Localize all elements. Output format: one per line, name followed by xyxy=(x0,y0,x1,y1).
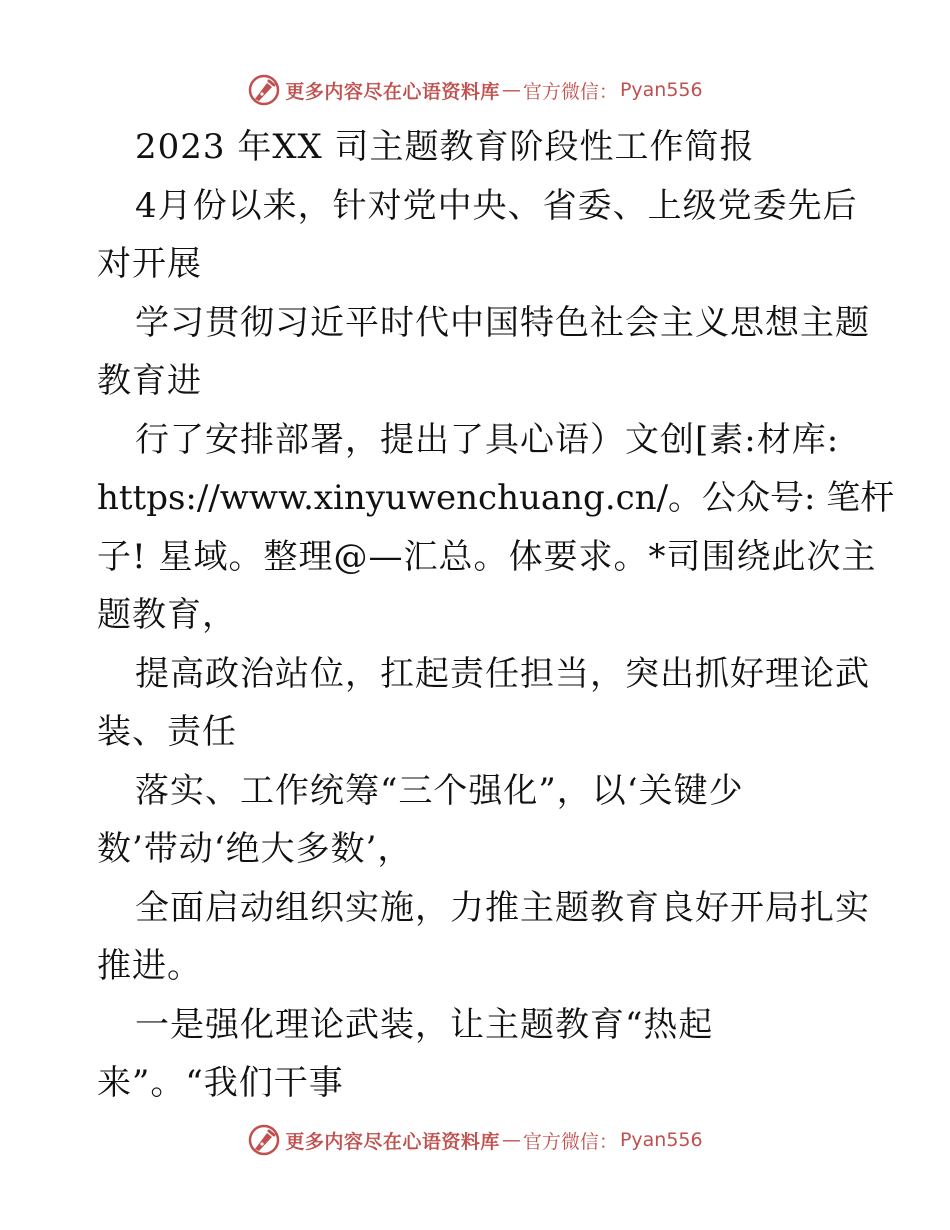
document-body xyxy=(97,118,895,1113)
paragraph-line: 行了安排部署，提出了具心语）文创[素:材库: xyxy=(135,419,840,460)
pen-nib-logo-icon xyxy=(247,1123,281,1157)
paragraph-line: 4月份以来，针对党中央、省委、上级党委先后 xyxy=(135,185,858,226)
banner-text: 更多内容尽在心语资料库 xyxy=(285,80,500,103)
banner-dash: — xyxy=(501,79,521,101)
paragraph-line: 落实、工作统筹“三个强化”，以‘关键少 xyxy=(135,770,744,811)
header-watermark-banner xyxy=(0,70,950,110)
banner-wechat-id: Pyan556 xyxy=(619,79,703,101)
paragraph-line: 全面启动组织实施，力推主题教育良好开局扎实 xyxy=(135,887,870,928)
paragraph-line-url: https://www.xinyuwenchuang.cn/。公众号: 笔杆 xyxy=(97,478,895,518)
paragraph-line: 装、责任 xyxy=(97,712,237,752)
paragraph-line: 教育进 xyxy=(97,361,202,401)
banner-text: 更多内容尽在心语资料库 xyxy=(285,1130,500,1153)
paragraph-line: 学习贯彻习近平时代中国特色社会主义思想主题 xyxy=(135,302,870,343)
paragraph-line: 对开展 xyxy=(97,244,202,284)
paragraph-line: 数’带动‘绝大多数’， xyxy=(97,829,413,869)
document-title: 2023 年XX 司主题教育阶段性工作简报 xyxy=(135,127,755,167)
pen-nib-logo-icon xyxy=(247,73,281,107)
paragraph-line: 来”。“我们干事 xyxy=(97,1063,344,1103)
paragraph-line: 一是强化理论武装，让主题教育“热起 xyxy=(135,1004,714,1045)
banner-dash: — xyxy=(501,1129,521,1151)
banner-wechat-id: Pyan556 xyxy=(619,1129,703,1151)
paragraph-line: 子! 星域。整理@—汇总。体要求。*司围绕此次主 xyxy=(97,536,877,577)
footer-watermark-banner xyxy=(0,1120,950,1160)
paragraph-line: 推进。 xyxy=(97,946,202,986)
banner-wechat-label: 官方微信： xyxy=(522,80,618,103)
paragraph-line: 提高政治站位，扛起责任担当，突出抓好理论武 xyxy=(135,653,870,694)
paragraph-line: 题教育， xyxy=(97,595,237,635)
banner-wechat-label: 官方微信： xyxy=(522,1130,618,1153)
